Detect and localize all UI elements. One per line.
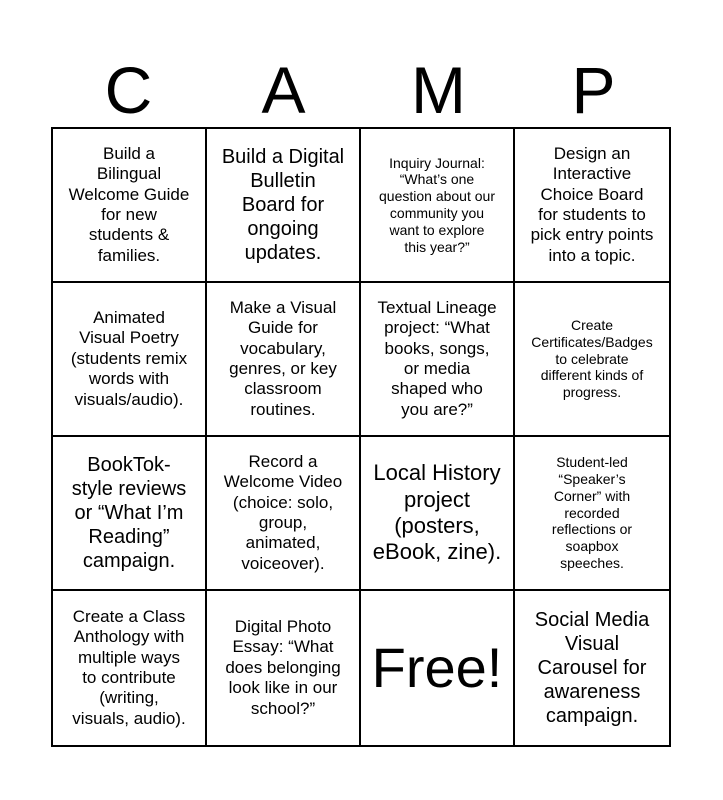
- cell-text: Build a Digital Bulletin Board for ongoing updates.: [221, 146, 345, 264]
- cell-text: Digital Photo Essay: “What does belonging look like in our school?”: [225, 617, 341, 718]
- cell-text: Make a Visual Guide for vocabulary, genres, or key classroom routines.: [229, 297, 337, 419]
- cell-text: Design an Interactive Choice Board for students to pick entry points into a topic.: [530, 143, 654, 265]
- free-space-text: Free!: [371, 636, 503, 699]
- free-space-cell: [361, 591, 515, 745]
- cell-text: Animated Visual Poetry (students remix words with visuals/audio).: [70, 308, 188, 409]
- cell-text: Create a Class Anthology with multiple ways to contribute (writing, visuals, audio).: [72, 606, 186, 728]
- bingo-cell: [207, 283, 361, 437]
- bingo-cell: [53, 591, 207, 745]
- bingo-board: [51, 127, 671, 747]
- cell-text: Student-led “Speaker’s Corner” with recorded reflections or soapbox speeches.: [551, 454, 633, 571]
- header-letter-p: P: [571, 53, 616, 127]
- bingo-cell: [515, 283, 669, 437]
- cell-text: Local History project (posters, eBook, zine).: [372, 460, 502, 565]
- cell-text: Social Media Visual Carousel for awareness campaign.: [534, 609, 650, 727]
- bingo-cell: [207, 129, 361, 283]
- bingo-cell: [515, 437, 669, 591]
- bingo-header: [51, 52, 671, 128]
- cell-text: Build a Bilingual Welcome Guide for new students & families.: [68, 143, 190, 265]
- cell-text: BookTok- style reviews or “What I’m Reading” campaign.: [71, 454, 187, 572]
- bingo-cell: [515, 129, 669, 283]
- bingo-cell: [207, 437, 361, 591]
- bingo-cell: [53, 437, 207, 591]
- cell-text: Create Certificates/Badges to celebrate different kinds of progress.: [531, 317, 653, 401]
- bingo-cell: [53, 283, 207, 437]
- bingo-cell: [361, 437, 515, 591]
- cell-text: Record a Welcome Video (choice: solo, group, animated, voiceover).: [223, 451, 343, 573]
- cell-text: Textual Lineage project: “What books, songs, or media shaped who you are?”: [377, 297, 497, 419]
- header-letter-c: C: [104, 53, 153, 127]
- bingo-cell: [515, 591, 669, 745]
- bingo-cell: [361, 283, 515, 437]
- bingo-cell: [361, 129, 515, 283]
- bingo-cell: [53, 129, 207, 283]
- bingo-cell: [207, 591, 361, 745]
- header-letter-m: M: [411, 53, 466, 127]
- header-letter-a: A: [261, 53, 306, 127]
- cell-text: Inquiry Journal: “What’s one question about our community you want to explore this year?”: [379, 154, 495, 255]
